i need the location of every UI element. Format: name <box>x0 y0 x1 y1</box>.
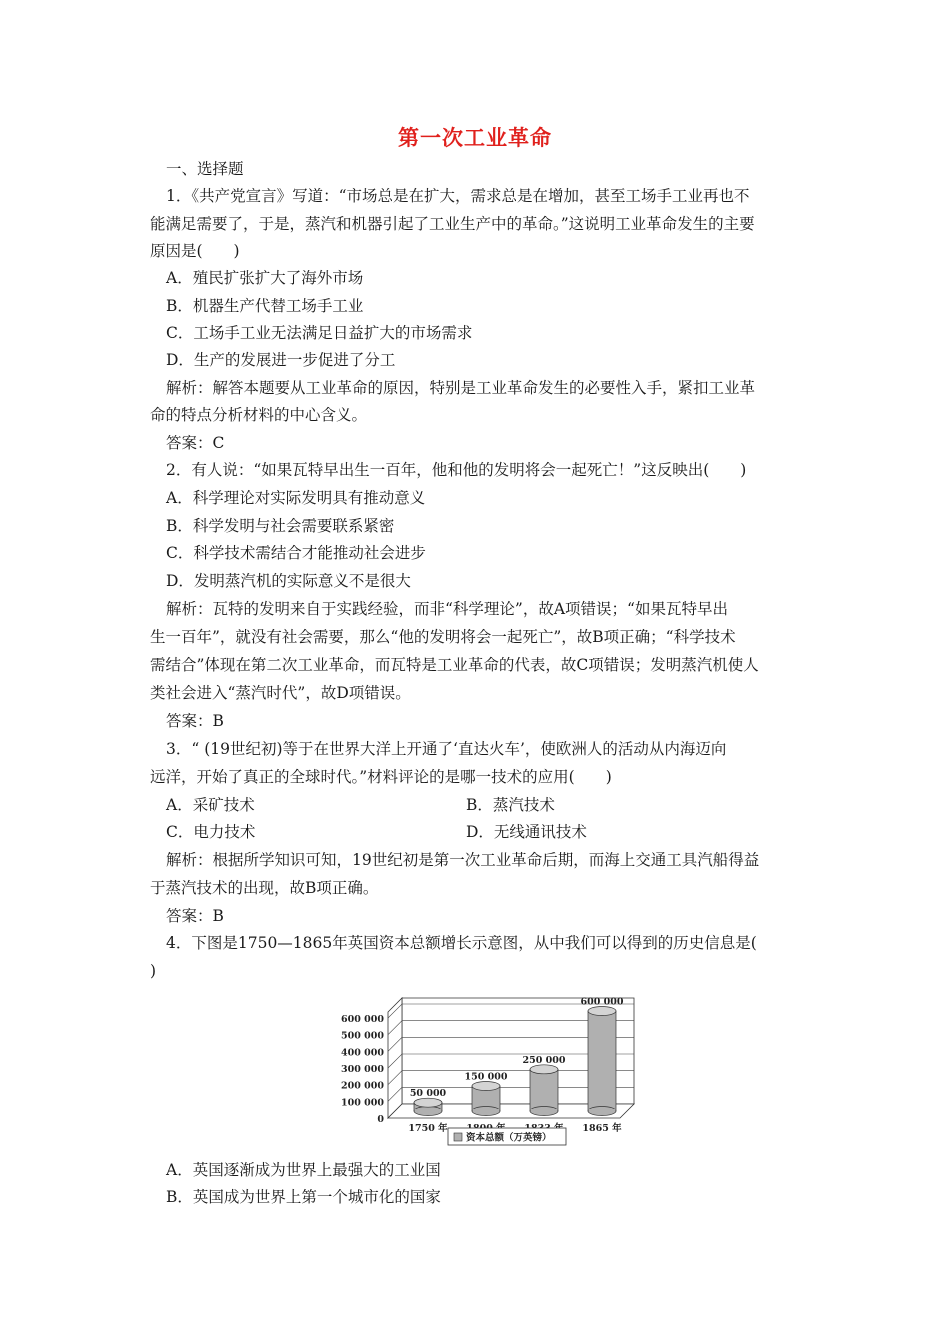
q1-option-a: A．殖民扩张扩大了海外市场 <box>166 269 364 287</box>
bar-base-cover <box>415 1109 442 1111</box>
q1-stem-line3: 原因是( ) <box>150 242 240 260</box>
q3-analysis-line1: 解析：根据所学知识可知，19世纪初是第一次工业革命后期，而海上交通工具汽船得益 <box>166 851 760 869</box>
q1-option-c: C．工场手工业无法满足日益扩大的市场需求 <box>166 324 473 342</box>
q2-analysis-line4: 类社会进入“蒸汽时代”，故D项错误。 <box>150 684 411 702</box>
q3-option-c: C．电力技术 <box>166 823 256 841</box>
q2-answer: 答案：B <box>166 712 224 730</box>
q3-answer: 答案：B <box>166 907 224 925</box>
bar <box>530 1069 558 1111</box>
bar-base-cover <box>589 1109 616 1111</box>
y-tick-label: 500 000 <box>341 1030 384 1042</box>
q3-option-a: A．采矿技术 <box>166 796 255 814</box>
y-tick-label: 100 000 <box>341 1097 384 1109</box>
page-title: 第一次工业革命 <box>398 126 552 150</box>
q2-option-a: A．科学理论对实际发明具有推动意义 <box>166 489 426 507</box>
y-tick-label: 300 000 <box>341 1064 384 1075</box>
legend-swatch <box>454 1133 462 1141</box>
q3-stem-line1: 3．“ (19世纪初)等于在世界大洋上开通了‘直达火车’，使欧洲人的活动从内海迈向 <box>166 740 727 758</box>
bar-value-label: 50 000 <box>409 1088 447 1100</box>
q2-analysis-line3: 需结合”体现在第二次工业革命，而瓦特是工业革命的代表，故C项错误；发明蒸汽机使人 <box>150 656 759 674</box>
y-tick-label: 400 000 <box>341 1047 384 1059</box>
bar-value-label: 250 000 <box>522 1054 566 1066</box>
q1-stem-line1: 1．《共产党宣言》写道：“市场总是在扩大，需求总是在增加，甚至工场手工业再也不 <box>166 187 750 205</box>
q1-analysis-line1: 解析：解答本题要从工业革命的原因，特别是工业革命发生的必要性入手，紧扣工业革 <box>166 379 756 397</box>
bar-base-cover <box>531 1109 558 1111</box>
q2-analysis-line1: 解析：瓦特的发明来自于实践经验，而非“科学理论”，故A项错误；“如果瓦特早出 <box>166 600 728 618</box>
q3-analysis-line2: 于蒸汽技术的出现，故B项正确。 <box>150 879 379 897</box>
bar <box>588 1011 616 1111</box>
section-heading: 一、选择题 <box>166 160 244 178</box>
x-tick-label: 1750 年 <box>408 1123 448 1134</box>
y-tick-label: 200 000 <box>341 1080 384 1092</box>
bar-value-label: 600 000 <box>580 996 624 1008</box>
q4-option-b: B．英国成为世界上第一个城市化的国家 <box>166 1188 441 1206</box>
y-tick-label: 0 <box>377 1114 384 1125</box>
q1-answer: 答案：C <box>166 434 225 452</box>
bar-top <box>414 1098 442 1107</box>
capital-growth-chart <box>330 996 660 1148</box>
q4-stem-line2: ) <box>150 962 157 980</box>
q2-option-b: B．科学发明与社会需要联系紧密 <box>166 517 395 535</box>
q1-stem-line2: 能满足需要了，于是，蒸汽和机器引起了工业生产中的革命。”这说明工业革命发生的主要 <box>150 215 755 233</box>
q4-stem-line1: 4．下图是1750—1865年英国资本总额增长示意图，从中我们可以得到的历史信息是( <box>166 934 757 952</box>
bar-value-label: 150 000 <box>464 1071 508 1083</box>
q3-stem-line2: 远洋，开始了真正的全球时代。”材料评论的是哪一技术的应用( ) <box>150 768 612 786</box>
bar-base-cover <box>473 1109 500 1111</box>
bar-top <box>472 1082 500 1091</box>
legend-label: 资本总额（万英镑） <box>466 1132 552 1144</box>
x-tick-label: 1865 年 <box>582 1123 622 1134</box>
q1-analysis-line2: 命的特点分析材料的中心含义。 <box>150 406 368 424</box>
q2-option-c: C．科学技术需结合才能推动社会进步 <box>166 544 426 562</box>
q4-option-a: A．英国逐渐成为世界上最强大的工业国 <box>166 1161 441 1179</box>
q3-option-d: D．无线通讯技术 <box>466 823 587 841</box>
q3-option-b: B．蒸汽技术 <box>466 796 555 814</box>
bar-top <box>588 1007 616 1016</box>
q2-option-d: D．发明蒸汽机的实际意义不是很大 <box>166 572 411 590</box>
q2-stem-line1: 2．有人说：“如果瓦特早出生一百年，他和他的发明将会一起死亡！”这反映出( ) <box>166 461 747 479</box>
q1-option-b: B．机器生产代替工场手工业 <box>166 297 364 315</box>
q2-analysis-line2: 生一百年”，就没有社会需要，那么“他的发明将会一起死亡”，故B项正确；“科学技术 <box>150 628 736 646</box>
q1-option-d: D．生产的发展进一步促进了分工 <box>166 351 396 369</box>
y-tick-label: 600 000 <box>341 1014 384 1025</box>
bar-top <box>530 1065 558 1074</box>
